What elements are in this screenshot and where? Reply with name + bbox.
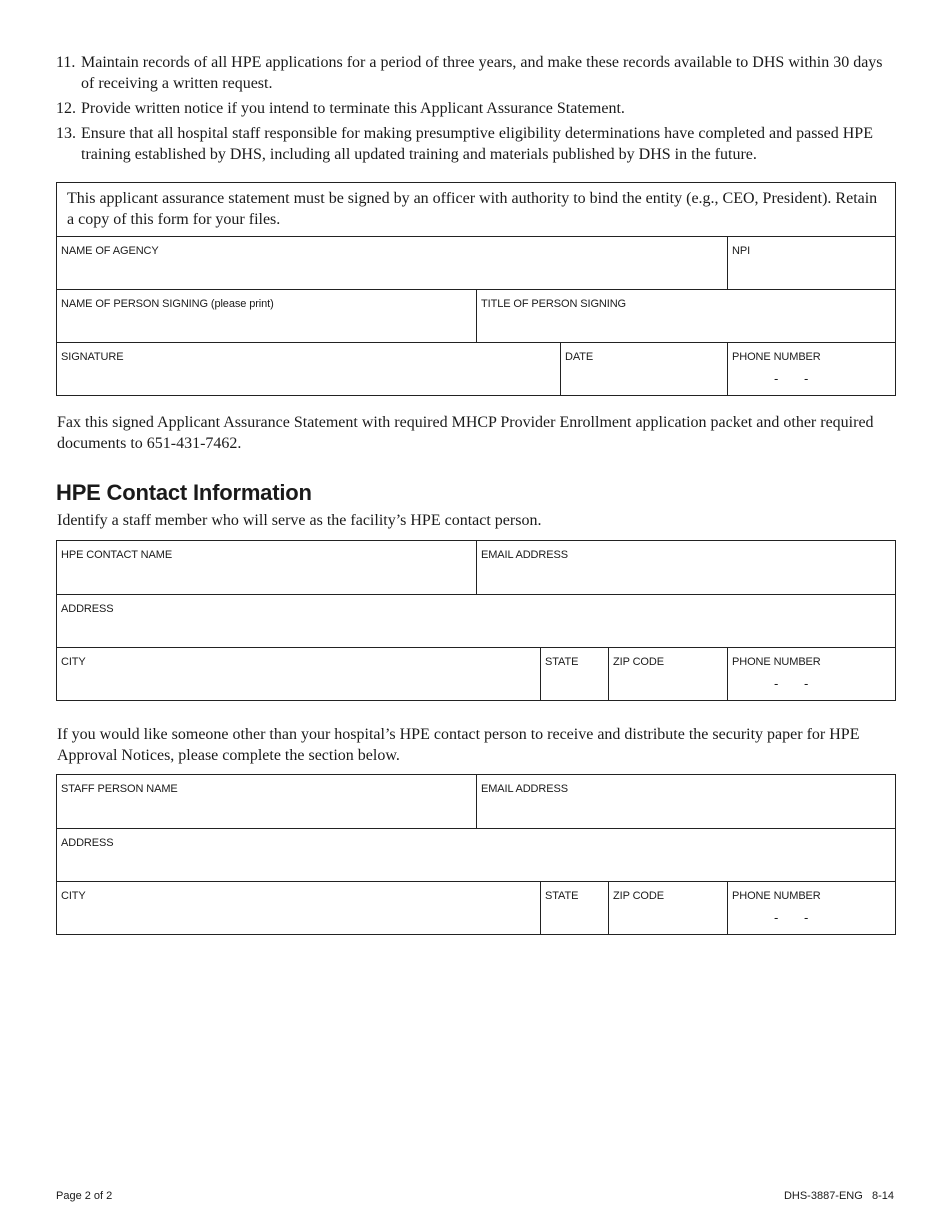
fax-instructions: Fax this signed Applicant Assurance Statement with required MHCP Provider Enrollment application packet and other required documents to 651-431-7462.: [57, 414, 874, 452]
staff-form-box: [56, 774, 896, 935]
staff-name-label: STAFF PERSON NAME: [61, 783, 178, 795]
staff-city-label: CITY: [61, 890, 86, 902]
contact-zip-field[interactable]: [608, 648, 727, 700]
instruction-item: [56, 123, 896, 165]
contact-state-field[interactable]: [540, 648, 608, 700]
instruction-item: [56, 98, 896, 119]
contact-state-label: STATE: [545, 656, 579, 668]
title-signing-field[interactable]: [476, 290, 895, 342]
agency-name-label: NAME OF AGENCY: [61, 245, 159, 257]
page-number: Page 2 of 2: [56, 1190, 113, 1202]
contact-name-label: HPE CONTACT NAME: [61, 549, 173, 561]
phone-field[interactable]: [727, 343, 895, 395]
contact-form-box: [56, 540, 896, 701]
phone-dashes: - -: [774, 371, 809, 386]
signature-field[interactable]: [57, 343, 560, 395]
form-id: DHS-3887-ENG 8-14: [783, 1190, 894, 1202]
staff-zip-label: ZIP CODE: [613, 890, 664, 902]
contact-zip-label: ZIP CODE: [613, 656, 664, 668]
date-label: DATE: [565, 351, 594, 363]
staff-email-label: EMAIL ADDRESS: [481, 783, 568, 795]
signer-row: [57, 289, 895, 342]
contact-phone-label: PHONE NUMBER: [732, 656, 821, 668]
staff-phone-dashes: - -: [774, 910, 809, 925]
contact-intro: Identify a staff member who will serve as the facility’s HPE contact person.: [57, 512, 542, 529]
instruction-list: [56, 52, 896, 169]
contact-address-row: [57, 594, 895, 647]
contact-email-field[interactable]: [476, 541, 895, 594]
section-heading: HPE Contact Information: [56, 480, 312, 505]
assurance-form-box: [56, 182, 896, 396]
staff-state-label: STATE: [545, 890, 579, 902]
agency-row: [57, 236, 895, 289]
staff-address-field[interactable]: [57, 829, 895, 881]
title-signing-label: TITLE OF PERSON SIGNING: [481, 298, 626, 310]
npi-label: NPI: [732, 245, 751, 257]
person-signing-label: NAME OF PERSON SIGNING (please print): [61, 298, 274, 310]
contact-city-field[interactable]: [57, 648, 540, 700]
npi-field[interactable]: [727, 237, 895, 289]
contact-name-field[interactable]: [57, 541, 476, 594]
contact-city-label: CITY: [61, 656, 86, 668]
contact-address-label: ADDRESS: [61, 603, 114, 615]
contact-phone-dashes: - -: [774, 676, 809, 691]
staff-address-row: [57, 828, 895, 881]
person-signing-field[interactable]: [57, 290, 476, 342]
phone-label: PHONE NUMBER: [732, 351, 821, 363]
instruction-number: 12.: [56, 100, 76, 117]
instruction-number: 11.: [56, 54, 76, 71]
contact-name-row: [57, 541, 895, 594]
staff-name-row: [57, 775, 895, 828]
staff-address-label: ADDRESS: [61, 837, 114, 849]
contact-city-row: [57, 647, 895, 700]
security-paper-instructions: If you would like someone other than your hospital’s HPE contact person to receive and distribute the security paper for HPE Approval Notices, please complete the section below.: [57, 726, 860, 764]
contact-phone-field[interactable]: [727, 648, 895, 700]
staff-zip-field[interactable]: [608, 882, 727, 934]
assurance-note-row: [57, 183, 895, 236]
date-field[interactable]: [560, 343, 727, 395]
staff-state-field[interactable]: [540, 882, 608, 934]
staff-name-field[interactable]: [57, 775, 476, 828]
contact-email-label: EMAIL ADDRESS: [481, 549, 568, 561]
agency-name-field[interactable]: [57, 237, 727, 289]
staff-city-row: [57, 881, 895, 934]
instruction-text: Maintain records of all HPE applications for a period of three years, and make these records available to DHS within 30 days of receiving a written request.: [81, 54, 883, 92]
instruction-number: 13.: [56, 125, 76, 142]
contact-address-field[interactable]: [57, 595, 895, 647]
instruction-item: [56, 52, 896, 94]
staff-phone-label: PHONE NUMBER: [732, 890, 821, 902]
signature-label: SIGNATURE: [61, 351, 124, 363]
staff-email-field[interactable]: [476, 775, 895, 828]
staff-city-field[interactable]: [57, 882, 540, 934]
assurance-note: This applicant assurance statement must be signed by an officer with authority to bind the entity (e.g., CEO, President). Retain a copy of this form for your files.: [67, 190, 878, 228]
instruction-text: Ensure that all hospital staff responsible for making presumptive eligibility determinations have completed and passed HPE training established by DHS, including all updated training and materials published by DHS in the future.: [81, 125, 873, 163]
instruction-text: Provide written notice if you intend to terminate this Applicant Assurance Statement.: [81, 100, 625, 117]
staff-phone-field[interactable]: [727, 882, 895, 934]
signature-row: [57, 342, 895, 395]
